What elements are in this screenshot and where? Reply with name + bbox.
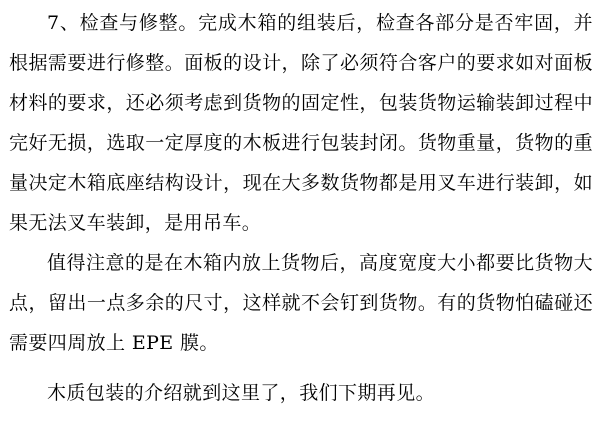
paragraph-size-allowance-note: 值得注意的是在木箱内放上货物后，高度宽度大小都要比货物大点，留出一点多余的尺寸，这样就不会钉到货物。有的货物怕磕碰还需要四周放上 EPE 膜。 [9,252,593,354]
paragraph-closing-remark: 木质包装的介绍就到这里了，我们下期再见。 [47,382,436,404]
paragraph-inspection-and-trimming: 7、检查与修整。完成木箱的组装后，检查各部分是否牢固，并根据需要进行修整。面板的设计，除了必须符合客户的要求如对面板材料的要求，还必须考虑到货物的固定性，包装货物运输装卸过程中完好无损，选取一定厚度的木板进行包装封闭。货物重量，货物的重量决定木箱底座结构设计，现在大多数货物都是用叉车进行装卸，如果无法叉车装卸，是用吊车。 [9,12,593,234]
